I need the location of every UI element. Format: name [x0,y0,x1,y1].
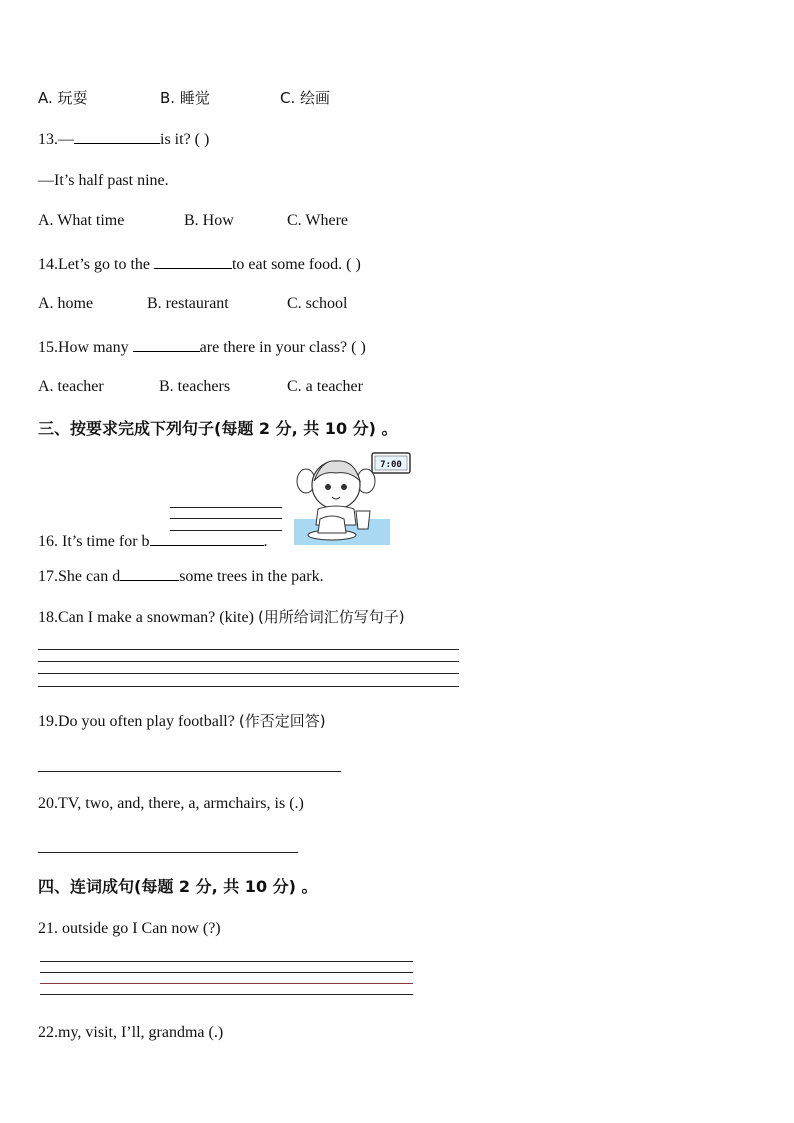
clock-time: 7:00 [380,460,402,470]
q19-answer-line[interactable] [38,771,341,772]
q21-question: 21. outside go I Can now (?) [38,920,221,937]
q13-reply: —It’s half past nine. [38,172,169,189]
q14-option-b: B. restaurant [147,295,229,312]
q17-after: some trees in the park. [179,568,324,585]
q15-option-b: B. teachers [159,378,231,395]
q18-answer-line-2[interactable] [38,661,459,662]
q17-blank[interactable] [120,566,179,581]
q16-blank[interactable] [150,531,264,546]
q15-question [38,337,366,358]
q21-answer-line-1[interactable] [40,961,413,962]
q18-answer-line-3[interactable] [38,673,459,674]
q13-after: is it? ( ) [160,131,210,148]
q15-option-a: A. teacher [38,378,104,395]
q13-question [38,129,209,150]
q21-answer-line-3[interactable] [40,983,413,984]
q14-blank[interactable] [154,254,232,269]
q16-after: . [263,533,268,550]
q13-number: 13.— [38,131,74,148]
q18-text: 18.Can I make a snowman? (kite) [38,609,254,626]
q15-before: 15.How many [38,339,129,356]
q14-option-c: C. school [287,295,348,312]
q15-after: are there in your class? ( ) [199,339,366,356]
q21-answer-line-2[interactable] [40,972,413,973]
q15-option-c: C. a teacher [287,378,363,395]
q16-question [38,531,268,552]
q19-hint: (作否定回答) [238,712,326,730]
section-3-title: 三、按要求完成下列句子(每题 2 分, 共 10 分) 。 [38,419,398,438]
q21-answer-line-4[interactable] [40,994,413,995]
girl-breakfast-illustration [292,451,417,547]
q22-question: 22.my, visit, I’ll, grandma (.) [38,1024,224,1041]
q19-text: 19.Do you often play football? [38,713,235,730]
q17-before: 17.She can d [38,568,121,585]
q16-answer-line-2[interactable] [170,518,282,519]
q16-answer-line-1[interactable] [170,507,282,508]
q18-answer-line-4[interactable] [38,686,459,687]
q15-blank[interactable] [133,337,200,352]
q14-option-a: A. home [38,295,94,312]
q18-answer-line-1[interactable] [38,649,459,650]
q13-option-a: A. What time [38,212,125,229]
q14-question [38,254,361,275]
q14-after: to eat some food. ( ) [231,256,361,273]
q12-option-b: B. 睡觉 [160,89,210,107]
section-4-title: 四、连词成句(每题 2 分, 共 10 分) 。 [38,877,318,896]
clock-icon [372,453,410,473]
q16-before: 16. It’s time for b [38,533,150,550]
q20-question: 20.TV, two, and, there, a, armchairs, is (.) [38,795,304,812]
q18-question [38,607,405,628]
q13-blank[interactable] [74,129,160,144]
q18-hint: (用所给词汇仿写句子) [257,608,405,626]
q12-option-c: C. 绘画 [280,89,331,107]
q12-option-a: A. 玩耍 [38,89,88,107]
q17-question [38,566,324,587]
q19-question [38,711,326,732]
q13-option-c: C. Where [287,212,349,229]
q13-option-b: B. How [184,212,234,229]
q14-before: 14.Let’s go to the [38,256,150,273]
q20-answer-line[interactable] [38,852,298,853]
